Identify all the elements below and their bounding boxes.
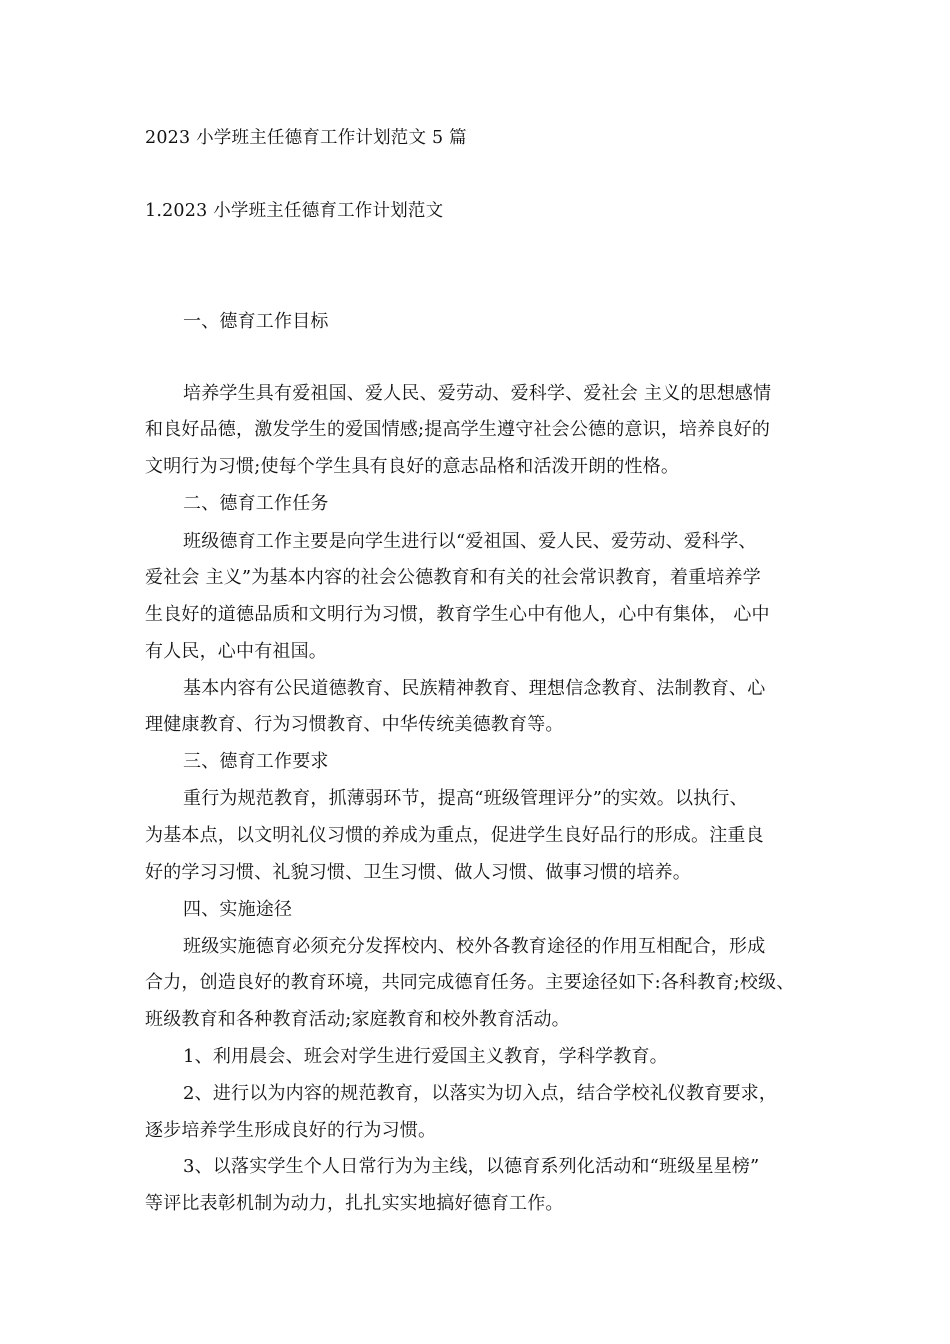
paragraph-line: 好的学习习惯、礼貌习惯、卫生习惯、做人习惯、做事习惯的培养。	[145, 862, 691, 883]
paragraph-line: 班级德育工作主要是向学生进行以“爱祖国、爱人民、爱劳动、爱科学、	[183, 531, 757, 552]
section-heading-4: 四、实施途径	[183, 899, 293, 920]
paragraph-line: 理健康教育、行为习惯教育、中华传统美德教育等。	[145, 714, 564, 735]
paragraph-line: 文明行为习惯;使每个学生具有良好的意志品格和活泼开朗的性格。	[145, 456, 680, 477]
document-subtitle: 1.2023 小学班主任德育工作计划范文	[145, 201, 444, 221]
section-heading-3: 三、德育工作要求	[183, 751, 329, 772]
paragraph-line: 生良好的道德品质和文明行为习惯，教育学生心中有他人，心中有集体， 心中	[145, 604, 770, 625]
paragraph-line: 班级教育和各种教育活动;家庭教育和校外教育活动。	[145, 1009, 570, 1030]
paragraph-line: 培养学生具有爱祖国、爱人民、爱劳动、爱科学、爱社会 主义的思想感情	[183, 383, 772, 404]
paragraph-line: 爱社会 主义”为基本内容的社会公德教育和有关的社会常识教育，着重培养学	[145, 567, 761, 588]
paragraph-line: 有人民，心中有祖国。	[145, 641, 327, 662]
paragraph-line: 合力，创造良好的教育环境，共同完成德育任务。主要途径如下:各科教育;校级、	[145, 972, 795, 993]
list-item-continuation: 逐步培养学生形成良好的行为习惯。	[145, 1120, 437, 1141]
list-item: 2、进行以为内容的规范教育，以落实为切入点，结合学校礼仪教育要求，	[183, 1083, 778, 1104]
paragraph-line: 和良好品德，激发学生的爱国情感;提高学生遵守社会公德的意识，培养良好的	[145, 419, 771, 440]
paragraph-line: 为基本点，以文明礼仪习惯的养成为重点，促进学生良好品行的形成。注重良	[145, 825, 764, 846]
list-item: 3、以落实学生个人日常行为为主线，以德育系列化活动和“班级星星榜”	[183, 1156, 760, 1177]
section-heading-1: 一、德育工作目标	[183, 311, 329, 332]
paragraph-line: 班级实施德育必须充分发挥校内、校外各教育途径的作用互相配合，形成	[183, 936, 766, 957]
list-item: 1、利用晨会、班会对学生进行爱国主义教育，学科学教育。	[183, 1046, 668, 1067]
section-heading-2: 二、德育工作任务	[183, 493, 329, 514]
paragraph-line: 基本内容有公民道德教育、民族精神教育、理想信念教育、法制教育、心	[183, 678, 766, 699]
document-title: 2023 小学班主任德育工作计划范文 5 篇	[145, 128, 467, 148]
list-item-continuation: 等评比表彰机制为动力，扎扎实实地搞好德育工作。	[145, 1193, 564, 1214]
paragraph-line: 重行为规范教育，抓薄弱环节，提高“班级管理评分”的实效。以执行、	[183, 788, 748, 809]
